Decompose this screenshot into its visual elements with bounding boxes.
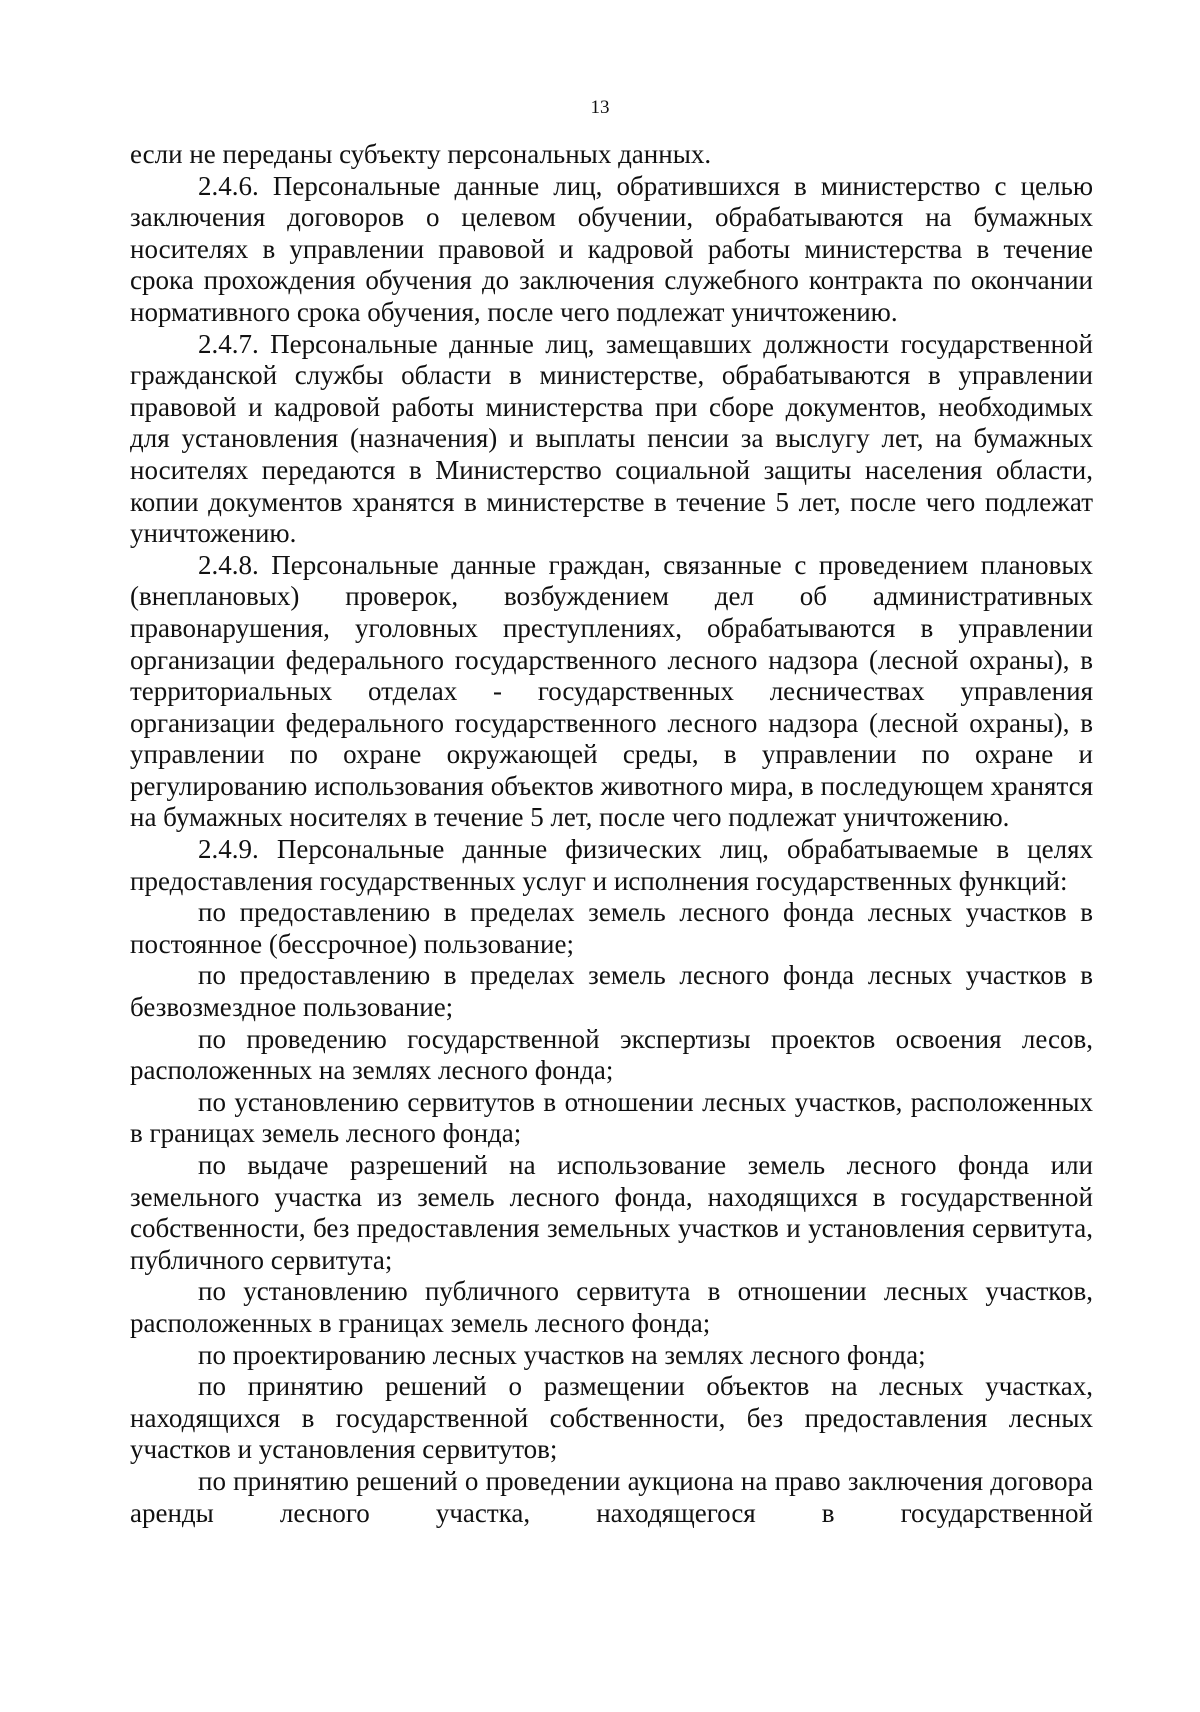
list-item: по выдаче разрешений на использование земель лесного фонда или земельного участка из земель лесного фонда, находящихся в государственной собственности, без предоставления земельных участков и установления сервитута, публичного сервитута; [130, 1150, 1093, 1275]
list-item: по проектированию лесных участков на землях лесного фонда; [198, 1339, 926, 1370]
list-item: по установлению сервитутов в отношении лесных участков, расположенных в границах земель лесного фонда; [130, 1086, 1093, 1149]
paragraph-2-4-9: 2.4.9. Персональные данные физических лиц, обрабатываемые в целях предоставления государственных услуг и исполнения государственных функций: [130, 834, 1093, 896]
paragraph-continuation: если не переданы субъекту персональных данных. [130, 139, 712, 169]
list-item: по принятию решений о проведении аукциона на право заключения договора аренды лесного участка, находящегося в государственной [130, 1465, 1093, 1528]
page-number: 13 [590, 97, 610, 118]
list-item: по предоставлению в пределах земель лесного фонда лесных участков в постоянное (бессрочное) пользование; [130, 897, 1093, 959]
list-item: по установлению публичного сервитута в отношении лесных участков, расположенных в границах земель лесного фонда; [130, 1276, 1093, 1338]
list-item: по проведению государственной экспертизы проектов освоения лесов, расположенных на землях лесного фонда; [130, 1023, 1093, 1086]
list-item: по предоставлению в пределах земель лесного фонда лесных участков в безвозмездное пользование; [130, 960, 1093, 1023]
list-item: по принятию решений о размещении объектов на лесных участках, находящихся в государственной собственности, без предоставления лесных участков и установления сервитутов; [130, 1371, 1093, 1465]
paragraph-2-4-8: 2.4.8. Персональные данные граждан, связанные с проведением плановых (внеплановых) проверок, возбуждением дел об административных правонарушения, уголовных преступлениях, обрабатываются в управлении организации федерального государственного лесного надзора (лесной охраны), в территориальных отделах - государственных лесничествах управления организации федерального государственного лесного надзора (лесной охраны), в управлении по охране окружающей среды, в управлении по охране и регулированию использования объектов животного мира, в последующем хранятся на бумажных носителях в течение 5 лет, после чего подлежат уничтожению. [130, 549, 1093, 833]
document-body [130, 139, 1093, 1529]
paragraph-2-4-6: 2.4.6. Персональные данные лиц, обратившихся в министерство с целью заключения договоров о целевом обучении, обрабатываются на бумажных носителях в управлении правовой и кадровой работы министерства в течение срока прохождения обучения до заключения служебного контракта по окончании нормативного срока обучения, после чего подлежат уничтожению. [130, 170, 1093, 327]
paragraph-2-4-7: 2.4.7. Персональные данные лиц, замещавших должности государственной гражданской службы области в министерстве, обрабатываются в управлении правовой и кадровой работы министерства при сборе документов, необходимых для установления (назначения) и выплаты пенсии за выслугу лет, на бумажных носителях передаются в Министерство социальной защиты населения области, копии документов хранятся в министерстве в течение 5 лет, после чего подлежат уничтожению. [130, 328, 1093, 549]
